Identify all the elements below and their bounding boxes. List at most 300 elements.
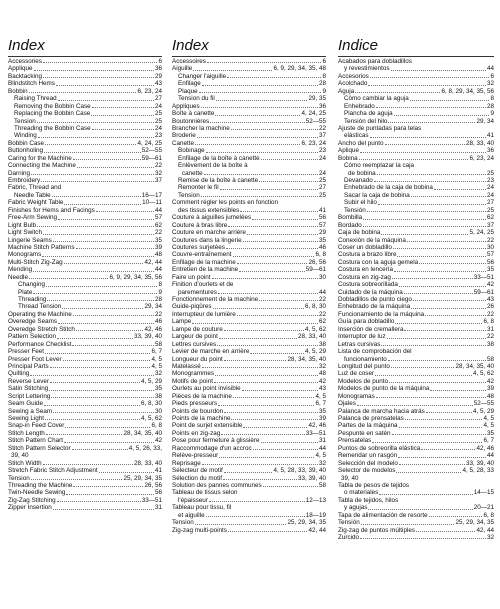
dot-leader [218,292,318,294]
entry-term: Quilting [8,370,30,378]
dot-leader [405,418,483,420]
dot-leader [72,344,154,346]
dot-leader [65,426,150,428]
index-entry [338,467,494,474]
index-entry [172,259,326,266]
dot-leader [44,151,141,153]
index-entry [338,222,494,229]
entry-page-numbers: 29 [154,72,162,80]
entry-page-numbers: 4, 5, 62 [304,325,326,333]
entry-term: Light Bulb [8,221,37,229]
entry-term: Operating the Machine [8,310,72,318]
entry-page-numbers: 42 [486,281,494,289]
index-entry [172,140,326,147]
entry-term: Letras cursivas [338,340,381,348]
entry-page-numbers: 4, 5, 29 [304,348,326,356]
dot-leader [52,195,141,197]
index-entry [172,460,326,467]
index-entry [172,422,326,429]
index-entry [172,199,326,206]
index-entry [172,527,326,534]
entry-page-numbers: 59—61 [305,266,326,274]
entry-page-numbers: 23 [154,132,162,140]
dot-leader [73,485,143,487]
dot-leader [391,69,486,71]
entry-term: Prensatelas [338,437,372,445]
entry-page-numbers: 42, 46 [476,444,494,452]
dot-leader [376,106,486,108]
entry-page-numbers: 29 [318,229,326,237]
entry-term: Interrupteur de lumière [172,310,236,318]
dot-leader [42,255,154,257]
dot-leader [201,106,318,108]
dot-leader [415,167,493,168]
index-entry [338,534,494,541]
entry-page-numbers: 22 [154,229,162,237]
dot-leader [45,143,136,145]
entry-term: Palanca de marcha hacia atrás [338,407,425,415]
dot-leader [419,262,486,264]
entry-term: Enhebrado de la caja de bobina [344,184,433,192]
index-entry [338,192,494,199]
index-entry [338,266,494,273]
index-column-spanish [338,0,494,609]
dot-leader [213,307,304,309]
entry-term: Points de la machine [172,415,231,422]
index-entry [8,363,162,370]
index-entry [172,162,326,169]
dot-leader [63,359,151,361]
entry-term: Partes de la máquina [338,422,398,430]
dot-leader [30,374,154,376]
entry-term: Principal Parts [8,362,49,370]
entry-page-numbers: 9 [158,288,162,296]
entry-term: Fabric Weight Table [8,199,64,207]
index-entry [172,251,326,258]
entry-page-numbers: 39 [154,243,162,251]
entry-term: Canette [172,139,195,147]
index-entry [8,88,162,95]
dot-leader [31,478,123,480]
entry-term: Interruptor de luz [338,333,386,341]
entry-term: Snap-in Feed Cover [8,422,65,430]
entry-page-numbers: 4, 5 [151,355,162,363]
entry-page-numbers: 42, 44 [308,526,326,534]
index-entry [8,237,162,244]
entry-page-numbers: 46 [154,318,162,326]
index-entry [8,445,162,452]
dot-leader [233,396,315,398]
dot-leader [37,121,154,123]
index-entry [338,259,494,266]
dot-leader [195,143,300,145]
dot-leader [363,218,486,220]
dot-leader [57,337,133,339]
dot-leader [92,106,154,108]
dot-leader [226,247,318,249]
entry-page-numbers: 25, 29, 34, 35 [123,474,162,482]
index-entry [338,341,494,348]
dot-leader [422,129,493,130]
dot-leader [249,167,325,168]
entry-term: Costura a brazo libre [338,251,397,259]
index-entry [8,318,162,325]
entry-term: Zipper Insertion [8,504,52,512]
entry-term: parementures [178,288,217,296]
dot-leader [43,233,154,235]
entry-page-numbers: 28 [318,80,326,88]
index-entry [338,214,494,221]
entry-page-numbers: 25, 29, 34, 35 [287,519,326,527]
dot-leader [385,143,465,145]
dot-leader [215,114,300,116]
entry-term: Caja de bobina [338,229,381,237]
entry-page-numbers: 22 [318,124,326,132]
index-entry [172,467,326,474]
entry-page-numbers: 6, 7 [151,348,162,356]
index-entry [338,422,494,429]
dot-leader [368,84,486,86]
index-entry [172,58,326,65]
index-entry [338,437,494,444]
entry-page-numbers: 37 [486,221,494,229]
entry-page-numbers: 28 [154,296,162,303]
entry-page-numbers: 58 [318,481,326,489]
entry-term: Ajuste de puntadas para telas [338,124,422,132]
index-entry [172,437,326,444]
entry-page-numbers: 6, 9, 29, 34, 35, 48 [273,65,326,73]
entry-term: Backtacking [8,72,42,80]
entry-term: Threading [18,296,47,303]
column-title: Index [172,37,209,54]
dot-leader [193,69,272,71]
dot-leader [231,418,318,420]
index-entry [172,110,326,117]
index-entry [172,147,326,154]
index-entry [338,229,494,236]
entry-term: Pespunte en satén [338,429,391,437]
dot-leader [57,500,141,502]
entry-page-numbers: 25 [154,110,162,118]
entry-term: de bobina [348,169,376,177]
dot-leader [253,448,318,450]
entry-term: Devanado [344,177,373,184]
entry-term: Acabados para dobladillos [338,58,412,65]
entry-term: Enlèvement de la boîte à [178,162,248,170]
entry-page-numbers: 5, 24, 25 [469,229,494,237]
dot-leader [374,180,486,182]
entry-page-numbers: 6, 8 [315,251,326,259]
index-entry [172,326,326,333]
title-divider [8,56,162,57]
dot-leader [37,225,154,227]
index-entry [8,400,162,407]
index-entry [8,80,162,87]
index-entry [338,445,494,452]
index-entry [172,289,326,296]
entry-page-numbers: 44 [486,452,494,460]
entry-page-numbers: 6, 23, 24 [137,87,162,95]
index-entry [338,363,494,370]
entry-term: Buttonholing [8,147,44,155]
dot-leader [91,114,154,116]
dot-leader [399,285,486,287]
column-title: Index [8,37,45,54]
index-entry [172,333,326,340]
dot-leader [199,91,322,93]
entry-page-numbers: 58 [154,340,162,348]
index-entry [8,475,162,482]
entry-term: Costura sobreorillada [338,281,398,289]
entry-term: Applique [8,65,33,73]
index-entry [338,504,494,511]
entry-page-numbers: 12—13 [305,496,326,504]
entry-term: Remendar un rasgón [338,452,398,460]
entry-page-numbers: 24 [486,184,494,192]
entry-page-numbers: 29, 35 [308,95,326,103]
dot-leader [31,173,154,175]
dot-leader [239,270,305,272]
entry-page-numbers: 26, 56 [308,258,326,266]
entry-term: Reverse Lever [8,377,49,385]
dot-leader [370,76,490,78]
dot-leader [388,121,475,123]
entry-term: Threading the Machine [8,481,73,489]
dot-leader [399,426,483,428]
entry-term: Relève-presseur [172,452,219,460]
entry-term: Stitch Pattern Selector [8,444,71,452]
entry-page-numbers: 59—61 [473,288,494,296]
dot-leader [202,84,318,86]
entry-term: o materiales [344,489,379,497]
dot-leader [73,158,141,160]
entry-term: Longitud del punto [338,362,390,370]
dot-leader [252,218,318,220]
entry-page-numbers: 32 [318,459,326,467]
entry-page-numbers: 22 [318,296,326,303]
entry-term: Overedge Stretch Stitch [8,325,75,333]
entry-page-numbers: 4, 5 [483,422,494,430]
index-entry [8,118,162,125]
entry-term: Raising Thread [14,95,57,103]
entry-page-numbers: 31 [318,437,326,445]
index-entry [172,519,326,526]
dot-leader [207,61,322,63]
entry-term: Tension [178,191,200,199]
entry-page-numbers: 8 [490,95,494,103]
entry-term: Aiguille [172,65,193,73]
entry-term: Changing [18,281,45,289]
entry-term: Ancho del punto [338,139,384,147]
index-entry [172,363,326,370]
index-entry [8,229,162,236]
index-entry [172,489,326,496]
entry-page-numbers: 4, 5 [151,362,162,370]
entry-page-numbers: 33, 39, 40 [465,459,494,467]
entry-page-numbers: 24 [318,154,326,162]
entry-page-numbers: 4, 5, 62 [472,370,494,378]
index-entry [338,475,494,482]
entry-term: Sewing a Seam [8,407,53,415]
dot-leader [232,509,325,510]
entry-page-numbers: 35 [486,429,494,437]
entry-page-numbers: 32 [154,370,162,378]
entry-page-numbers: 4, 5 [315,392,326,400]
index-entry [8,370,162,377]
index-entry [172,103,326,110]
entry-page-numbers: 31 [154,504,162,512]
dot-leader [399,463,465,465]
entry-page-numbers: 33, 39, 40 [133,333,162,341]
entry-term: Inserción de cremallera [338,325,404,333]
dot-leader [50,381,140,383]
entry-term: Free-Arm Sewing [8,214,57,222]
entry-page-numbers: 20—21 [473,504,494,512]
entry-term: Finition d'ourlets et de [172,281,234,289]
dot-leader [206,515,305,517]
dot-leader [379,493,472,495]
dot-leader [360,479,493,480]
entry-term: Tension [14,117,36,125]
entry-term: Palanca de prensatelas [338,415,404,422]
index-entry [172,184,326,191]
entry-page-numbers: 28, 34, 35, 40 [123,429,162,437]
entry-page-numbers: 22 [154,310,162,318]
entry-page-numbers: 43 [154,80,162,88]
entry-term: Twin-Needle Sewing [8,489,66,497]
entry-page-numbers: 8 [158,281,162,289]
entry-page-numbers: 35 [154,385,162,393]
entry-page-numbers: 4, 5, 28, 33 [462,467,494,475]
entry-page-numbers: 18—19 [305,511,326,519]
entry-term: Satin Stitching [8,385,49,393]
entry-term: Stretch Fabric Stitch Adjustment [8,467,98,475]
entry-term: Lampe [172,318,192,326]
index-entry [338,88,494,95]
dot-leader [228,225,318,227]
index-entry [172,132,326,139]
entry-page-numbers: 58 [486,355,494,363]
dot-leader [66,493,154,495]
entry-term: Lampe de couture [172,325,223,333]
index-entry [172,73,326,80]
entry-page-numbers: 36 [154,65,162,73]
entry-page-numbers: 52—55 [141,147,162,155]
entry-term: Couture à bras libre [172,221,228,229]
entry-term: Boutonnières [172,117,210,125]
entry-page-numbers: 44 [486,65,494,73]
entry-page-numbers: 24 [154,124,162,132]
entry-page-numbers: 6, 8 [151,422,162,430]
entry-term: Plancha de aguja [344,110,393,118]
entry-term: Point de surjet extensible [172,422,243,430]
entry-term: Longueur du point [172,355,223,363]
entry-term: Bobinage [178,147,205,155]
index-entry [338,65,494,72]
dot-leader [231,128,318,130]
entry-page-numbers: 28 [486,102,494,110]
entry-term: Luz de coser [338,370,375,378]
entry-page-numbers: 39 [318,415,326,422]
entry-term: Dobladillos de punto ciego [338,296,412,303]
entry-page-numbers: 6, 7 [483,437,494,445]
entry-term: Bobina [338,154,358,162]
entry-term: y agujas [344,504,368,512]
dot-leader [410,486,493,487]
entry-page-numbers: 4, 5 [315,452,326,460]
entry-page-numbers: 28, 34, 35, 40 [287,355,326,363]
index-entry [172,296,326,303]
index-entry [8,504,162,511]
entry-term: Seam Guide [8,400,44,408]
dot-leader [429,515,483,517]
dot-leader [49,389,154,391]
entry-term: Reprisage [172,459,201,467]
index-entry [338,170,494,177]
entry-term: Modelos de punto de la máquina [338,385,430,393]
dot-leader [45,352,150,354]
entry-page-numbers: 41 [486,132,494,140]
entry-term: Matelassé [172,362,201,370]
entry-page-numbers: 52—55 [473,400,494,408]
dot-leader [234,286,325,287]
entry-page-numbers: 32 [154,169,162,177]
entry-term: Removing the Bobbin Case [14,102,91,110]
entry-term: Sélection du motif [172,474,223,482]
dot-leader [360,537,486,539]
index-entry [338,296,494,303]
index-entry [172,445,326,452]
dot-leader [33,292,157,294]
dot-leader [217,344,318,346]
entry-page-numbers: 27 [318,184,326,192]
entry-term: Sélecteur de motif [172,467,223,475]
title-divider [172,56,326,57]
entry-term: Tableau pour tissu, fil [172,504,232,512]
entry-page-numbers: 57 [486,251,494,259]
index-entry [172,475,326,482]
dot-leader [407,240,486,242]
dot-leader [243,426,307,428]
entry-page-numbers: 22 [486,310,494,318]
index-entry [172,303,326,310]
index-entry [172,415,326,422]
entry-term: Tensión del hilo [344,117,388,125]
entry-page-numbers: 6, 9, 29, 34, 35, 56 [109,273,162,281]
dot-leader [202,463,318,465]
dot-leader [421,448,475,450]
index-entry [338,318,494,325]
dot-leader [425,314,486,316]
dot-leader [404,292,473,294]
dot-leader [58,99,154,101]
entry-page-numbers: 43 [486,296,494,303]
dot-leader [370,136,486,138]
entry-term: Needle Table [14,191,51,199]
entry-term: Accesorios [338,72,369,80]
index-entry [8,73,162,80]
dot-leader [33,270,154,272]
entry-term: Couture à aiguilles jumelées [172,214,252,222]
entry-term: Presser Foot Lever [8,355,62,363]
entry-term: Acolchado [338,80,368,88]
entry-term: canette [182,169,203,177]
entry-page-numbers: 35 [486,266,494,274]
entry-term: Bobbin [8,87,28,95]
dot-leader [416,530,475,532]
dot-leader [99,471,154,473]
dot-leader [72,448,128,450]
